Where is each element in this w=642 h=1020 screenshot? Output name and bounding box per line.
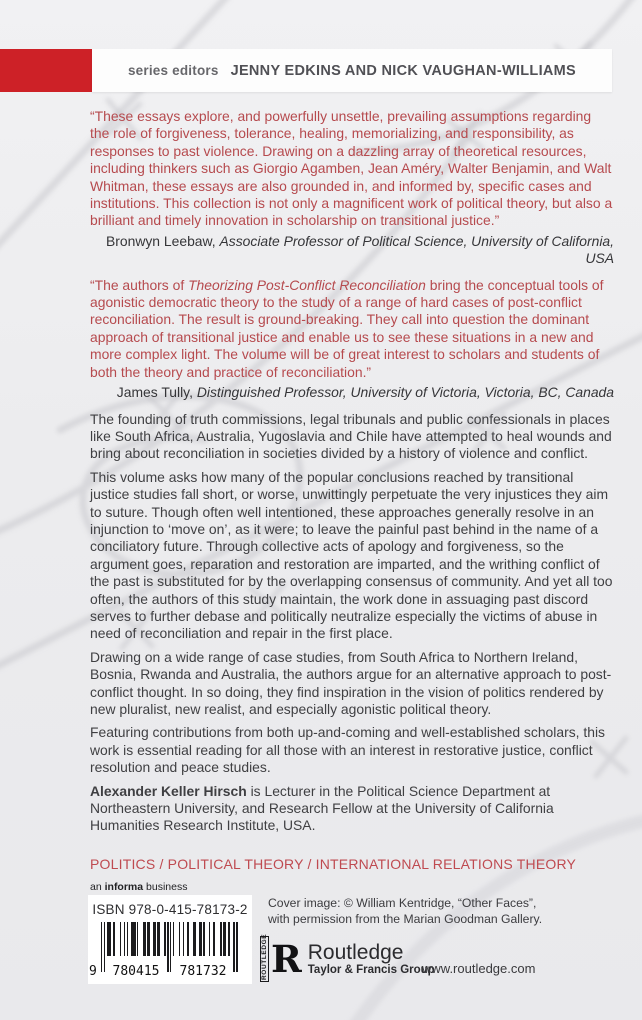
- endorser-role-1: Associate Professor of Political Science, University of California, USA: [219, 232, 614, 267]
- series-editors-label: series editors: [127, 63, 219, 78]
- routledge-logo: [260, 933, 435, 982]
- routledge-vertical-mark: ROUTLEDGE: [261, 933, 268, 980]
- description-paragraph-1: The founding of truth commissions, legal tribunals and public confessionals in places like South Africa, Australia, Yugoslavia and Chile have attempted to heal wounds and bring about reconciliation in societies divided by a history of violence and conflict.: [90, 410, 612, 462]
- endorsement-attribution-2: [90, 384, 614, 401]
- author-bio-text: is Lecturer in the Political Science Department at Northeastern University, and Research Fellow at the University of California Humanities Research Institute, USA.: [90, 782, 554, 834]
- description-paragraph-4: Featuring contributions from both up-and-coming and well-established scholars, this work is essential reading for all those with an interest in restorative justice, conflict resolution and peace studies.: [90, 724, 605, 776]
- author-bio: [90, 783, 614, 835]
- endorser-role-2: Distinguished Professor, University of Victoria, Victoria, BC, Canada: [196, 384, 614, 401]
- author-name: Alexander Keller Hirsch: [90, 782, 247, 799]
- cover-credit-line1: Cover image: © William Kentridge, “Other Faces”,: [268, 896, 537, 910]
- publisher-website: www.routledge.com: [422, 961, 536, 976]
- isbn-barcode-box: [88, 895, 252, 984]
- subject-category-line: POLITICS / POLITICAL THEORY / INTERNATIONAL RELATIONS THEORY: [90, 856, 577, 872]
- endorser-name-2: James Tully,: [116, 384, 197, 401]
- endorsement-attribution-1: [90, 233, 614, 268]
- taylor-francis-group: Taylor & Francis Group: [307, 964, 435, 976]
- barcode-digit-group2: 781732: [173, 964, 233, 979]
- series-editors-names: JENNY EDKINS AND NICK VAUGHAN-WILLIAMS: [230, 62, 577, 79]
- series-band-accent: [0, 49, 92, 92]
- cover-image-credit: [268, 896, 542, 927]
- barcode-digit-group1: 780415: [106, 964, 166, 979]
- endorsement-quote-1-text: “These essays explore, and powerfully unsettle, prevailing assumptions regarding the role of forgiveness, tolerance, healing, memorializing, and responsibility, as responses to past violence. Drawing on a dazzling array of theoretical resources, including thinkers such as Giorgio Agamben, Jean Améry, Walter Benjamin, and Walt Whitman, these essays are also grounded in, and informed by, specific cases and institutions. This collection is not only a magnificent work of political theory, but also a brilliant and timely innovation in scholarship on transitional justice.”: [90, 108, 613, 229]
- endorser-name-1: Bronwyn Leebaw,: [105, 232, 220, 249]
- series-editors-band: [92, 49, 612, 92]
- endorsement-quote-1: [90, 108, 614, 230]
- routledge-r-icon: R: [271, 936, 302, 981]
- book-title-italic: Theorizing Post-Conflict Reconciliation: [188, 276, 426, 293]
- description-paragraph-2: This volume asks how many of the popular conclusions reached by transitional justice studies fall short, or worse, unwittingly perpetuate the very injustices they aim to suture. Though often well intentioned, these approaches generally resolve in an injunction to ‘move on’, as it were; to leave the painful past behind in the name of a conciliatory future. Through collective acts of apology and forgiveness, so the argument goes, reparation and restoration are imparted, and the writhing conflict of the past is substituted for by the overlapping consensus of community. And yet all too often, the authors of this study maintain, the work done in assuaging past discord serves to further debase and politically neutralize especially the victims of abuse in need of reconciliation and repair in the first place.: [90, 468, 613, 642]
- informa-business-line: [90, 881, 187, 893]
- endorsement-quote-2-pre: “The authors of: [90, 276, 189, 293]
- informa-wordmark: informa: [104, 881, 144, 893]
- barcode-digits: [88, 963, 252, 979]
- routledge-name: Routledge: [307, 941, 404, 964]
- informa-prefix: an: [90, 881, 105, 893]
- back-cover-text: [90, 108, 614, 841]
- endorsement-quote-2: [90, 277, 614, 381]
- cover-credit-line2: with permission from the Marian Goodman Gallery.: [268, 911, 543, 926]
- description-paragraph-3: Drawing on a wide range of case studies, from South Africa to Northern Ireland, Bosnia, Rwanda and Australia, the authors argue for an alternative approach to post-conflict thought. In so doing, they find inspiration in the vision of politics rendered by new pluralist, new realist, and especially agonistic political theory.: [90, 648, 612, 717]
- routledge-wordmark-block: [308, 942, 435, 976]
- barcode-digit-lead: 9: [89, 964, 97, 979]
- isbn-label: ISBN 978-0-415-78173-2: [92, 902, 248, 917]
- endorsement-quote-2-post: bring the conceptual tools of agonistic democratic theory to the study of a range of hard cases of post-conflict reconciliation. The result is ground-breaking. They call into question the dominant approach of transitional justice and enable us to see these situations in a new and more complex light. The volume will be of great interest to scholars and students of both the theory and practice of reconciliation.”: [90, 276, 604, 380]
- informa-suffix: business: [143, 881, 188, 893]
